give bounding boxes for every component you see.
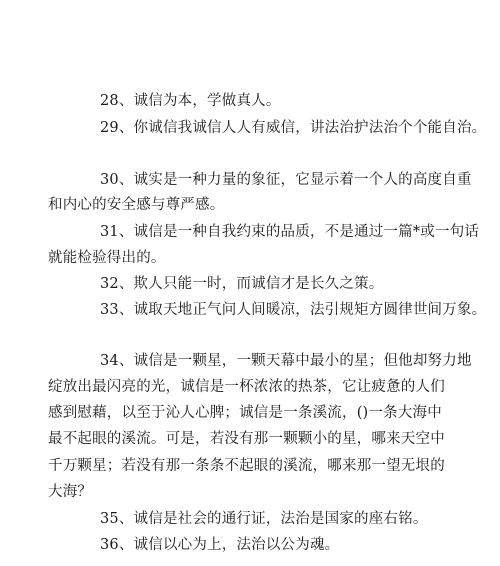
paragraph-35-line-1: 35、诚信是社会的通行证，法治是国家的座右铭。 xyxy=(100,511,428,527)
paragraph-30-line-1: 30、诚实是一种力量的象征，它显示着一个人的高度自重 xyxy=(100,172,472,188)
paragraph-29-line-1: 29、你诚信我诚信人人有威信，讲法治护法治个个能自治。 xyxy=(100,120,487,136)
paragraph-33-line-1: 33、诚取天地正气问人间暖凉，法引规矩方圆律世间万象。 xyxy=(100,302,487,318)
paragraph-31-line-1: 31、诚信是一种自我约束的品质，不是通过一篇*或一句话 xyxy=(100,224,480,240)
paragraph-32-line-1: 32、欺人只能一时，而诚信才是长久之策。 xyxy=(100,276,384,292)
paragraph-34-line-4: 最不起眼的溪流。可是，若没有那一颗颗小的星，哪来天空中 xyxy=(48,431,445,447)
paragraph-34-line-3: 感到慰藉，以至于沁人心脾；诚信是一条溪流，()一条大海中 xyxy=(48,405,442,421)
paragraph-36-line-1: 36、诚信以心为上，法治以公为魂。 xyxy=(100,537,340,553)
paragraph-30-line-2: 和内心的安全感与尊严感。 xyxy=(48,197,225,213)
paragraph-34-line-6: 大海？ xyxy=(48,484,93,500)
paragraph-34-line-5: 千万颗星；若没有那一条条不起眼的溪流，哪来那一望无垠的 xyxy=(48,458,445,474)
paragraph-28-line-1: 28、诚信为本，学做真人。 xyxy=(100,93,281,109)
paragraph-31-line-2: 就能检验得出的。 xyxy=(48,250,166,266)
paragraph-34-line-2: 绽放出最闪亮的光，诚信是一杯浓浓的热茶，它让疲惫的人们 xyxy=(48,379,445,395)
paragraph-34-line-1: 34、诚信是一颗星，一颗天幕中最小的星；但他却努力地 xyxy=(100,353,472,369)
